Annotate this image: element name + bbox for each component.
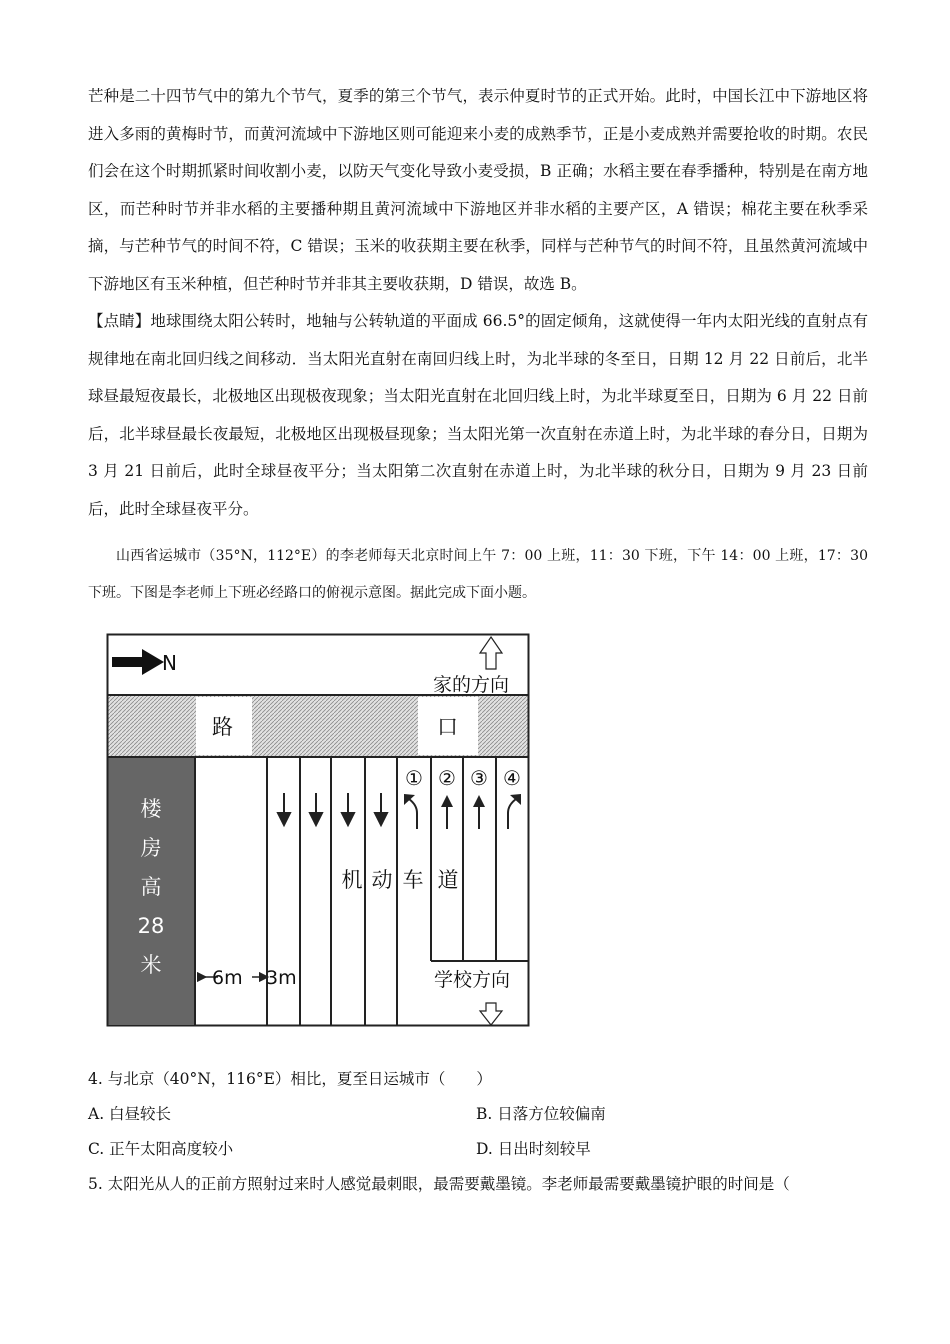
paragraph-explanation: 芒种是二十四节气中的第九个节气，夏季的第三个节气，表示仲夏时节的正式开始。此时，中国长江中下游地区将进入多雨的黄梅时节，而黄河流域中下游地区则可能迎来小麦的成熟季节，正是小麦成熟并需要抢收的时期。农民们会在这个时期抓紧时间收割小麦，以防天气变化导致小麦受损，B 正确；水稻主要在春季播种，特别是在南方地区，而芒种时节并非水稻的主要播种期且黄河流域中下游地区并非水稻的主要产区，A 错误；棉花主要在秋季采摘，与芒种节气的时间不符，C 错误；玉米的收获期主要在秋季，同样与芒种节气的时间不符，且虽然黄河流域中下游地区有玉米种植，但芒种时节并非其主要收获期，D 错误，故选 B。 xyxy=(88,87,868,293)
question-4-option-d: D. 日出时刻较早 xyxy=(476,1140,591,1158)
intersection-diagram xyxy=(106,633,530,1027)
building-char: 楼 xyxy=(140,797,162,821)
lane-label-char: 机 xyxy=(341,868,363,892)
width-6m-label: 6m xyxy=(212,967,243,989)
question-4-option-a: A. 白昼较长 xyxy=(88,1105,172,1123)
building-char: 28 xyxy=(137,914,165,938)
lane-label-char: 道 xyxy=(437,868,459,892)
lane-number: ① xyxy=(405,766,423,790)
lane-label-char: 车 xyxy=(402,868,424,892)
lane-label-char: 动 xyxy=(371,868,393,892)
north-label: N xyxy=(162,651,177,675)
question-4-option-c: C. 正午太阳高度较小 xyxy=(88,1140,234,1158)
building-char: 房 xyxy=(140,836,162,860)
lane-number: ③ xyxy=(470,766,488,790)
school-direction-label: 学校方向 xyxy=(434,969,511,991)
lane-number: ④ xyxy=(503,766,521,790)
paragraph-dianjing: 【点睛】地球围绕太阳公转时，地轴与公转轨道的平面成 66.5°的固定倾角，这就使得一年内太阳光线的直射点有规律地在南北回归线之间移动．当太阳光直射在南回归线上时，为北半球的冬至日，日期 12 月 22 日前后，北半球昼最短夜最长，北极地区出现极夜现象；当太阳光直射在北回归线上时，为北半球夏至日，日期为 6 月 22 日前后，北半球昼最长夜最短，北极地区出现极昼现象；当太阳光第一次直射在赤道上时，为北半球的春分日，日期为 3 月 21 日前后，此时全球昼夜平分；当太阳第二次直射在赤道上时，为北半球的秋分日，日期为 9 月 23 日前后，此时全球昼夜平分。 xyxy=(88,312,868,518)
home-direction-label: 家的方向 xyxy=(433,674,510,696)
building-char: 高 xyxy=(140,875,162,899)
crossing-label: 口 xyxy=(437,715,458,739)
road-label: 路 xyxy=(212,715,233,739)
document-body xyxy=(88,78,868,611)
building-char: 米 xyxy=(140,953,162,977)
lane-number: ② xyxy=(438,766,456,790)
question-5-stem: 5. 太阳光从人的正前方照射过来时人感觉最刺眼，最需要戴墨镜。李老师最需要戴墨镜护眼的时间是（ xyxy=(88,1175,790,1193)
question-4-stem: 4. 与北京（40°N，116°E）相比，夏至日运城市（ ） xyxy=(88,1070,492,1088)
question-intro: 山西省运城市（35°N，112°E）的李老师每天北京时间上午 7：00 上班，11：30 下班，下午 14：00 上班，17：30 下班。下图是李老师上下班必经路口的俯视示意图。据此完成下面小题。 xyxy=(88,548,868,601)
question-4-option-b: B. 日落方位较偏南 xyxy=(476,1105,606,1123)
width-3m-label: 3m xyxy=(266,967,297,989)
